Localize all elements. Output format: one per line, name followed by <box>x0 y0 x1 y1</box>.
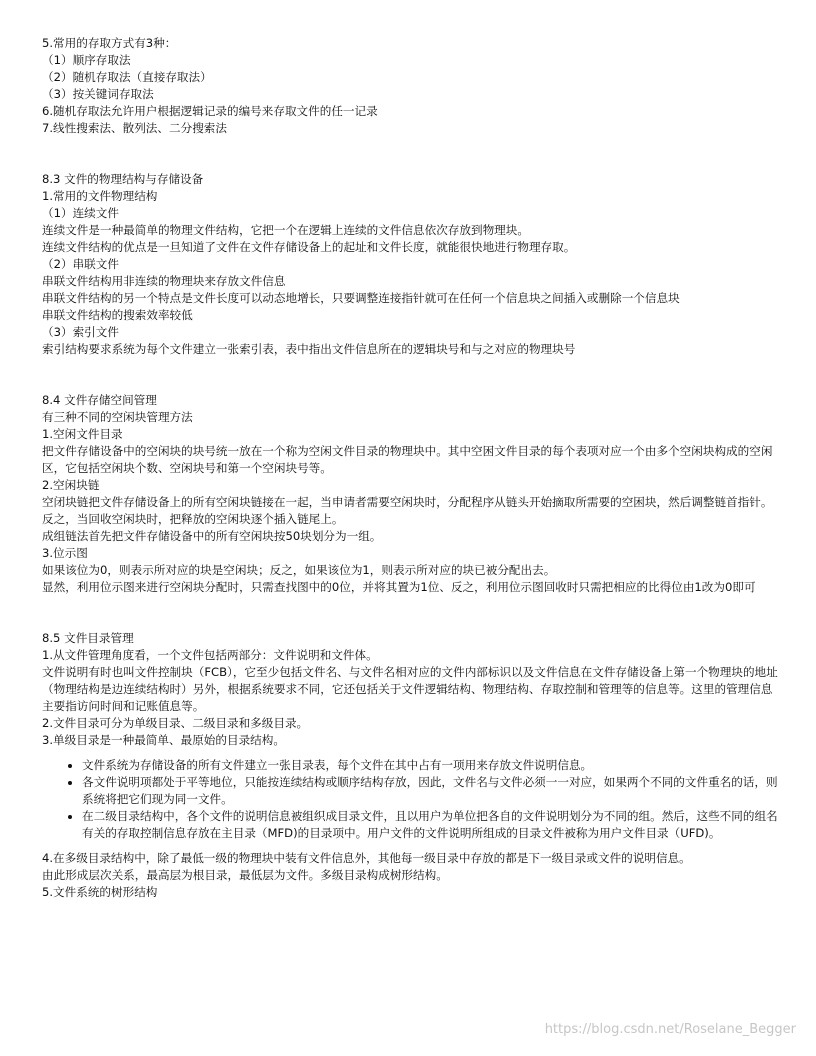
bullet-list <box>42 757 778 842</box>
text-line: 如果该位为0，则表示所对应的块是空闲块；反之，如果该位为1，则表示所对应的块已被分配出去。 <box>42 563 556 577</box>
text-line: 2.空闲块链 <box>42 478 100 492</box>
text-line: 串联文件结构的另一个特点是文件长度可以动态地增长，只要调整连接指针就可在任何一个信息块之间插入或删除一个信息块 <box>42 291 680 305</box>
section-heading: 8.5 文件目录管理 <box>42 631 134 645</box>
section-heading: 8.4 文件存储空间管理 <box>42 393 157 407</box>
text-line: 7.线性搜索法、散列法、二分搜索法 <box>42 121 227 135</box>
text-line: 由此形成层次关系，最高层为根目录，最低层为文件。多级目录构成树形结构。 <box>42 868 448 882</box>
paragraph: 空闭块链把文件存储设备上的所有空闲块链接在一起，当申请者需要空闲块时，分配程序从链头开始摘取所需要的空困块，然后调整链首指针。反之，当回收空闲块时，把释放的空闲块逐个插入链尾上。 <box>42 495 773 526</box>
text-line: 连续文件结构的优点是一旦知道了文件在文件存储设备上的起址和文件长度，就能很快地进行物理存取。 <box>42 240 576 254</box>
text-line: 成组链法首先把文件存储设备中的所有空闲块按50块划分为一组。 <box>42 529 382 543</box>
paragraph: 显然，利用位示图来进行空闲块分配时，只需查找图中的0位，并将其置为1位、反之，利用位示图回收时只需把相应的比得位由1改为0即可 <box>42 580 756 594</box>
watermark-url: https://blog.csdn.net/Roselane_Begger <box>544 1022 796 1037</box>
text-line: 6.随机存取法允许用户根据逻辑记录的编号来存取文件的任一记录 <box>42 104 378 118</box>
text-line: （1）连续文件 <box>42 206 119 220</box>
text-line: 有三种不同的空闲块管理方法 <box>42 410 193 424</box>
text-line: 1.从文件管理角度看，一个文件包括两部分：文件说明和文件体。 <box>42 648 378 662</box>
paragraph: 把文件存储设备中的空闲块的块号统一放在一个称为空闲文件目录的物理块中。其中空困文件目录的每个表项对应一个由多个空闲块构成的空闲区，它包括空闲块个数、空闲块号和第一个空闲块号等。 <box>42 444 773 475</box>
text-line: 3.位示图 <box>42 546 88 560</box>
text-line: （2）串联文件 <box>42 257 119 271</box>
text-line: 1.常用的文件物理结构 <box>42 189 158 203</box>
paragraph: 文件说明有时也叫文件控制块（FCB），它至少包括文件名、与文件名相对应的文件内部标识以及文件信息在文件存储设备上第一个物理块的地址（物理结构是边连续结构时）另外，根据系统要求不同，它还包括关于文件逻辑结构、物理结构、存取控制和管理等的信息等。这里的管理信息主要指访问时间和记账值息等。 <box>42 665 778 713</box>
text-line: 串联文件结构的搜索效率较低 <box>42 308 193 322</box>
text-line: 3.单级目录是一种最简单、最原始的目录结构。 <box>42 733 285 747</box>
list-item: • 文件系统为存储设备的所有文件建立一张目录表，每个文件在其中占有一项用来存放文件说明信息。 <box>82 757 778 774</box>
text-line: 连续文件是一种最简单的物理文件结构，它把一个在逻辑上连续的文件信息依次存放到物理块。 <box>42 223 529 237</box>
text-line: （3）索引文件 <box>42 325 119 339</box>
list-item: • 在二级目录结构中，各个文件的说明信息被组织成目录文件，且以用户为单位把各自的文件说明划分为不同的组。然后，这些不同的组名有关的存取控制信息存放在主目录（MFD)的目录项中。用户文件的文件说明所组成的目录文件被称为用户文件目录（UFD)。 <box>82 808 778 842</box>
text-line: 索引结构要求系统为每个文件建立一张索引表，表中指出文件信息所在的逻辑块号和与之对应的物理块号 <box>42 342 576 356</box>
section-access-methods <box>42 35 778 137</box>
text-line: 5.文件系统的树形结构 <box>42 885 158 899</box>
section-8-3 <box>42 171 778 358</box>
text-line: 串联文件结构用非连续的物理块来存放文件信息 <box>42 274 286 288</box>
section-heading: 8.3 文件的物理结构与存储设备 <box>42 172 204 186</box>
section-8-4 <box>42 392 778 596</box>
text-line: （2）随机存取法（直接存取法） <box>42 70 212 84</box>
text-line: 2.文件目录可分为单级目录、二级目录和多级目录。 <box>42 716 309 730</box>
text-line: （3）按关键词存取法 <box>42 87 154 101</box>
document-body <box>42 35 778 901</box>
text-line: 4.在多级目录结构中，除了最低一级的物理块中装有文件信息外，其他每一级目录中存放的都是下一级目录或文件的说明信息。 <box>42 851 691 865</box>
text-line: （1）顺序存取法 <box>42 53 131 67</box>
text-line: 1.空闲文件目录 <box>42 427 123 441</box>
section-8-5 <box>42 630 778 901</box>
list-item: • 各文件说明项都处于平等地位，只能按连续结构或顺序结构存放，因此，文件名与文件必须一一对应，如果两个不同的文件重名的话，则系统将把它们现为同一文件。 <box>82 774 778 808</box>
text-line: 5.常用的存取方式有3种： <box>42 36 177 50</box>
